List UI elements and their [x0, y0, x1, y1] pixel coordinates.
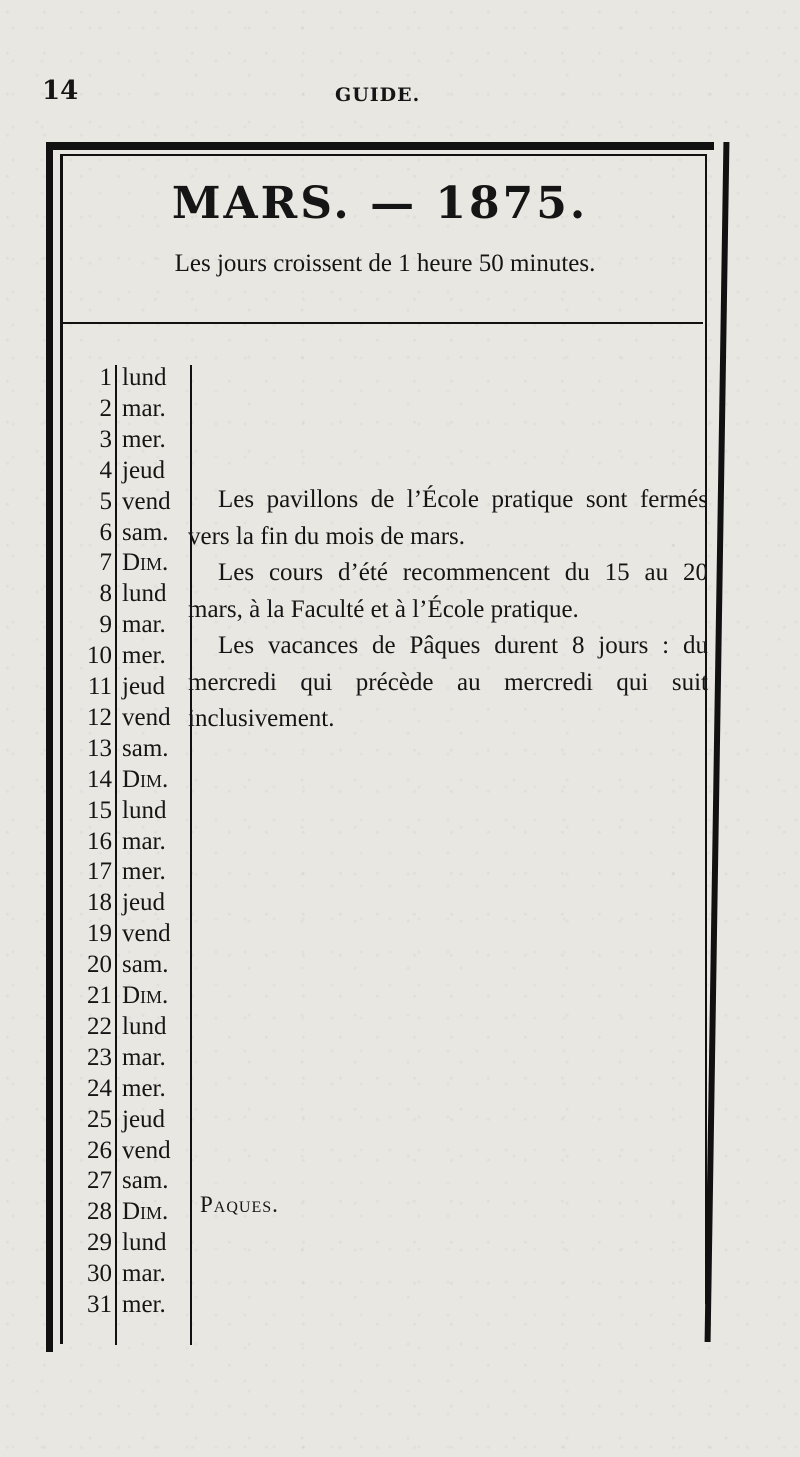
day-name: mar. — [122, 394, 166, 422]
day-number: 22 — [87, 1012, 112, 1040]
day-number: 25 — [87, 1105, 112, 1133]
day-name: vend — [122, 487, 171, 515]
column-separator-numbers — [115, 365, 117, 1345]
day-number: 18 — [87, 889, 112, 917]
day-number: 1 — [99, 364, 112, 391]
frame-left-inner-rule — [60, 154, 63, 1344]
day-number: 21 — [87, 982, 112, 1009]
frame-top-inner-rule — [60, 154, 705, 156]
day-name: Dim. — [122, 549, 169, 577]
day-number: 14 — [87, 765, 112, 793]
day-number: 24 — [87, 1074, 112, 1102]
header-separator — [63, 322, 703, 324]
day-number: 29 — [87, 1229, 112, 1257]
day-name: sam. — [122, 1167, 169, 1195]
daylight-subtitle: Les jours croissent de 1 heure 50 minutes. — [174, 250, 596, 277]
day-number: 12 — [87, 703, 112, 731]
day-name: Dim. — [122, 982, 169, 1009]
notes-block — [188, 482, 708, 738]
day-name: Dim. — [122, 765, 169, 793]
day-name: mer. — [122, 1291, 166, 1318]
day-name: sam. — [122, 951, 169, 979]
day-number: 2 — [99, 394, 112, 422]
day-name: mar. — [122, 1043, 166, 1071]
day-number: 15 — [87, 796, 112, 824]
day-name: mer. — [122, 425, 166, 453]
day-number: 6 — [99, 518, 112, 546]
day-name: jeud — [122, 889, 166, 917]
page-number: 14 — [42, 76, 79, 106]
note-paragraph: Les cours d’été recommencent du 15 au 20 mars, à la Faculté et à l’École pratique. — [188, 559, 708, 623]
day-number: 16 — [87, 827, 112, 855]
month-title: MARS. — 1875. — [171, 178, 589, 229]
frame-right-rule — [705, 142, 730, 1342]
day-number: 28 — [87, 1198, 112, 1226]
day-number: 5 — [99, 487, 112, 515]
day-number: 13 — [87, 734, 112, 762]
day-number: 11 — [87, 673, 112, 700]
day-name: lund — [122, 364, 167, 391]
day-name: lund — [122, 580, 167, 608]
frame-left-rule — [46, 142, 53, 1352]
note-paragraph: Les vacances de Pâques durent 8 jours : du mercredi qui précède au mercredi qui suit inclusivement. — [188, 632, 708, 732]
day-number: 9 — [99, 611, 112, 639]
day-number: 4 — [99, 456, 112, 484]
day-number: 19 — [87, 920, 112, 948]
day-name: mar. — [122, 1260, 166, 1288]
day-name: mar. — [122, 827, 166, 855]
day-name: jeud — [122, 1105, 166, 1133]
running-head: GUIDE. — [335, 84, 421, 106]
day-name: jeud — [122, 456, 166, 484]
day-name: sam. — [122, 734, 169, 762]
day-name: mer. — [122, 642, 166, 670]
day-number: 7 — [99, 549, 112, 577]
day-number: 27 — [87, 1167, 112, 1195]
day-number: 20 — [87, 951, 112, 979]
day-name: lund — [122, 1012, 167, 1040]
day-number: 30 — [87, 1260, 112, 1288]
day-name: vend — [122, 920, 171, 948]
day-number: 3 — [99, 425, 112, 453]
day-number: 31 — [87, 1291, 112, 1318]
day-name: lund — [122, 796, 167, 824]
day-number: 17 — [87, 858, 112, 886]
day-name: lund — [122, 1229, 167, 1257]
day-name: mer. — [122, 1074, 166, 1102]
day-number: 23 — [87, 1043, 112, 1071]
day-number: 10 — [87, 642, 112, 670]
day-name: vend — [122, 1136, 171, 1164]
day-name: vend — [122, 703, 171, 731]
note-paragraph: Les pavillons de l’École pratique sont fermés vers la fin du mois de mars. — [188, 486, 708, 550]
day-name: Dim. — [122, 1198, 169, 1226]
frame-top-rule — [46, 142, 714, 150]
day-number: 8 — [99, 580, 112, 608]
paques-label: Paques. — [200, 1192, 279, 1217]
day-name: mer. — [122, 858, 166, 886]
day-name: sam. — [122, 518, 169, 546]
day-name: jeud — [122, 673, 166, 700]
day-name: mar. — [122, 611, 166, 639]
day-number: 26 — [87, 1136, 112, 1164]
